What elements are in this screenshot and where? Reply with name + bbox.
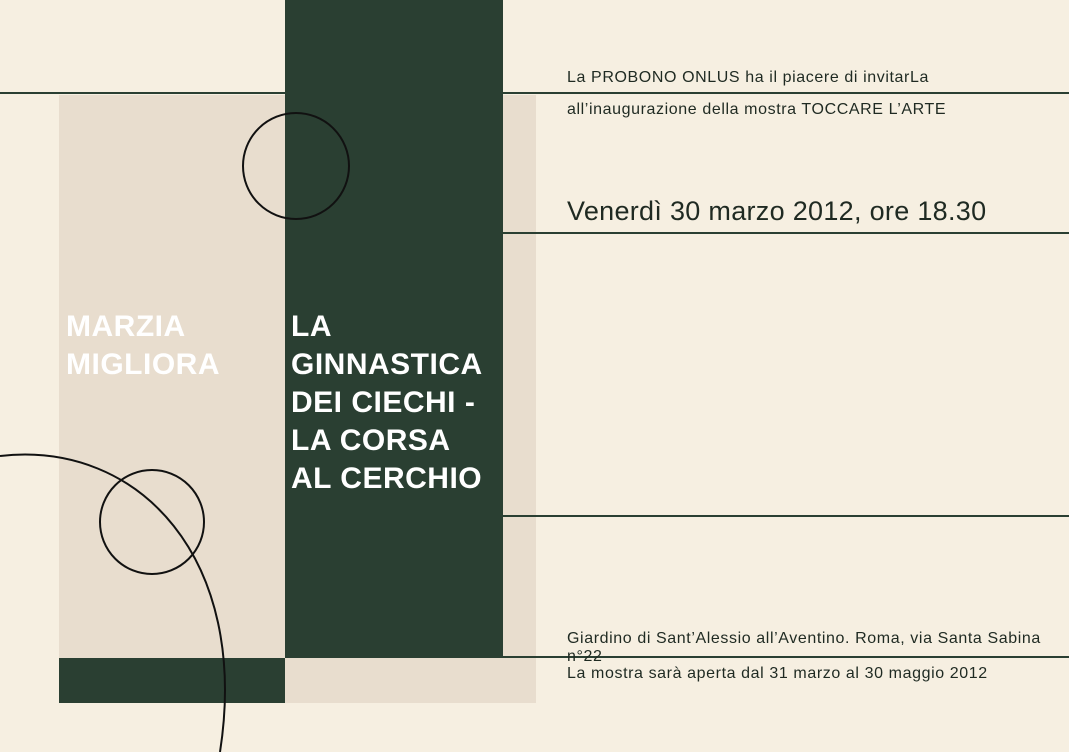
artist-name bbox=[66, 308, 220, 384]
exhibition-title bbox=[291, 308, 483, 498]
title-line2: GINNASTICA bbox=[291, 348, 483, 381]
small-circle-left bbox=[100, 470, 204, 574]
title-line4: LA CORSA bbox=[291, 424, 451, 457]
title-line1: LA bbox=[291, 310, 332, 343]
title-line5: AL CERCHIO bbox=[291, 462, 483, 495]
small-circle-top bbox=[243, 113, 349, 219]
title-line3: DEI CIECHI - bbox=[291, 386, 476, 419]
invitation-line1: La PROBONO ONLUS ha il piacere di invitarLa bbox=[567, 69, 929, 86]
opening-period: La mostra sarà aperta dal 31 marzo al 30 maggio 2012 bbox=[567, 665, 988, 682]
artist-name-line1: MARZIA bbox=[66, 310, 186, 343]
event-date: Venerdì 30 marzo 2012, ore 18.30 bbox=[567, 196, 987, 226]
large-arc bbox=[0, 455, 225, 752]
venue-text: Giardino di Sant’Alessio all’Aventino. Roma, via Santa Sabina n°22 bbox=[567, 630, 1041, 665]
artist-name-line2: MIGLIORA bbox=[66, 348, 220, 381]
invitation-line2: all’inaugurazione della mostra TOCCARE L’ARTE bbox=[567, 101, 947, 118]
